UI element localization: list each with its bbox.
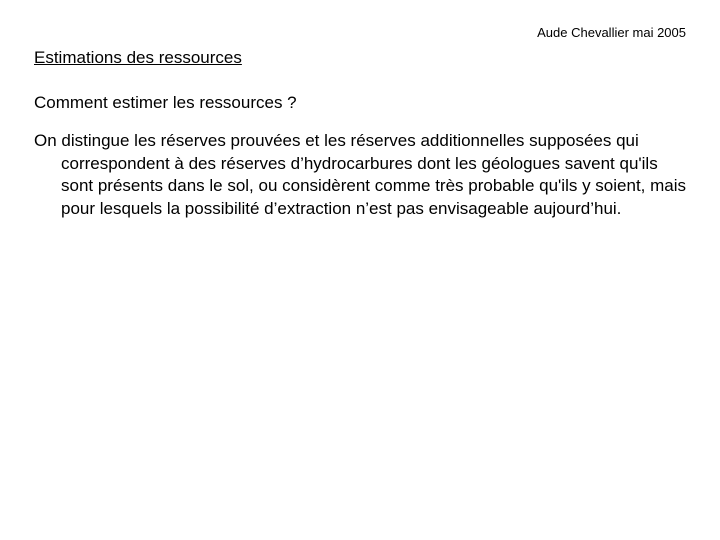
author-date-credit: Aude Chevallier mai 2005 bbox=[537, 25, 686, 40]
slide-title: Estimations des ressources bbox=[34, 48, 242, 67]
body-paragraph: On distingue les réserves prouvées et les réserves additionnelles supposées qui correspondent à des réserves d’hydrocarbures dont les géologues savent qu'ils sont présents dans le sol, ou considèrent comme très probable qu'ils y soient, mais pour lesquels la possibilité d’extraction n’est pas envisageable aujourd’hui. bbox=[34, 131, 687, 218]
slide-subtitle: Comment estimer les ressources ? bbox=[34, 93, 297, 112]
